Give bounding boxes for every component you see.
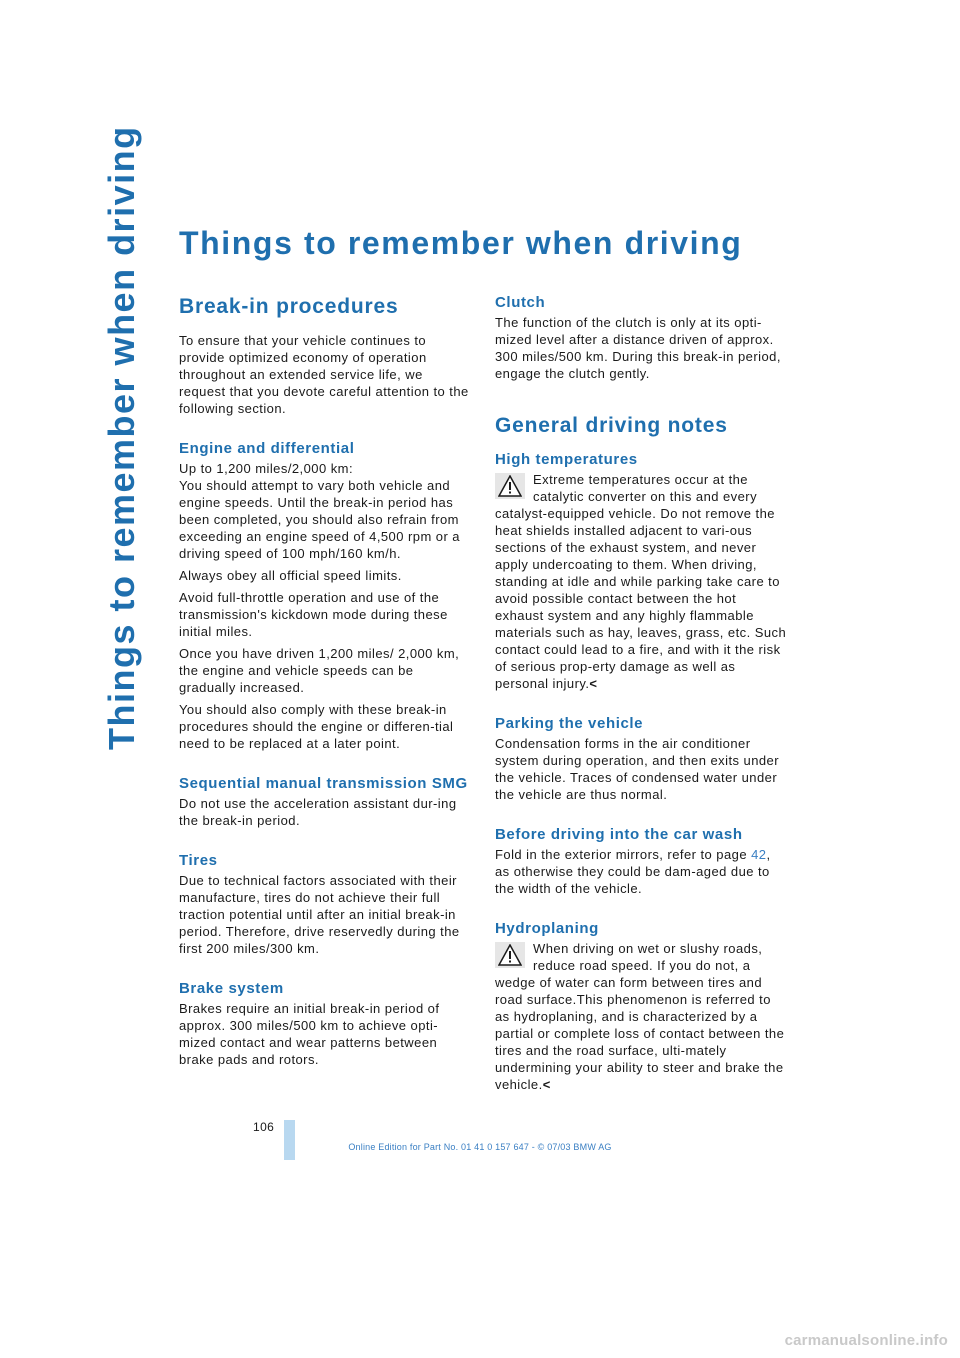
hydroplaning-heading: Hydroplaning (495, 920, 599, 937)
parking-heading: Parking the vehicle (495, 715, 644, 732)
engine-p1-line2: You should attempt to vary both vehicle and engine speeds. Until the break-in period has been completed, you should also refrain from exceeding an engine speed of 4,500 rpm or a driving speed of 100 mph/160 km/h. (179, 478, 460, 561)
page-title: Things to remember when driving (179, 225, 743, 261)
left-column (179, 294, 471, 1073)
car-wash-text-after: , as otherwise they could be dam-aged due to the width of the vehicle. (495, 847, 771, 896)
high-temperatures-heading: High temperatures (495, 451, 638, 468)
engine-p1-line1: Up to 1,200 miles/2,000 km: (179, 461, 354, 476)
page-42-link[interactable]: 42 (751, 847, 767, 862)
breakin-heading: Break-in procedures (179, 295, 399, 318)
breakin-intro: To ensure that your vehicle continues to provide optimized economy of operation throughout an extended service life, we request that you devote careful attention to the following section. (179, 333, 469, 416)
tires-paragraph: Due to technical factors associated with their manufacture, tires do not achieve their full traction potential until after an initial break-in period. Therefore, drive reservedly during the first 200 miles/300 km. (179, 873, 460, 956)
warning-triangle-icon (495, 473, 525, 499)
parking-paragraph: Condensation forms in the air conditioner system during operation, and then exits under the vehicle. Traces of condensed water under the vehicle are thus normal. (495, 736, 780, 802)
engine-paragraph-3: Avoid full-throttle operation and use of the transmission's kickdown mode during these initial miles. (179, 590, 448, 639)
clutch-heading: Clutch (495, 294, 546, 311)
smg-heading: Sequential manual transmission SMG (179, 775, 468, 792)
clutch-paragraph: The function of the clutch is only at its opti-mized level after a distance driven of approx. 300 miles/500 km. During this break-in period, engage the clutch gently. (495, 315, 781, 381)
hydroplaning-text: When driving on wet or slushy roads, reduce road speed. If you do not, a wedge of water can form between tires and road surface.This phenomenon is referred to as hydroplaning, and is characterized by a partial or complete loss of contact between the tires and the road surface, ulti-mately undermining your ability to steer and brake the vehicle. (495, 941, 785, 1092)
end-mark: < (542, 1077, 551, 1092)
right-column (495, 294, 787, 1098)
brake-paragraph: Brakes require an initial break-in period of approx. 300 miles/500 km to achieve opti-mized contact and wear patterns between brake pads and rotors. (179, 1001, 440, 1067)
engine-paragraph-4: Once you have driven 1,200 miles/ 2,000 km, the engine and vehicle speeds can be gradually increased. (179, 646, 460, 695)
engine-paragraph-5: You should also comply with these break-in procedures should the engine or differen-tial need to be replaced at a later point. (179, 702, 454, 751)
online-edition-note: Online Edition for Part No. 01 41 0 157 647 - © 07/03 BMW AG (348, 1142, 612, 1152)
car-wash-text-before: Fold in the exterior mirrors, refer to page (495, 847, 752, 862)
car-wash-paragraph (495, 846, 787, 897)
tires-heading: Tires (179, 852, 218, 869)
engine-paragraph-1 (179, 460, 471, 562)
warning-triangle-icon (495, 942, 525, 968)
site-watermark: carmanualsonline.info (784, 1332, 948, 1349)
hydroplaning-warning (495, 940, 787, 1093)
high-temperatures-warning (495, 471, 787, 692)
high-temperatures-text: Extreme temperatures occur at the catalytic converter on this and every catalyst-equipped vehicle. Do not remove the heat shields installed adjacent to vari-ous sections of the exhaust system, and never apply undercoating to them. When driving, standing at idle and while parking take care to avoid possible contact between the hot exhaust system and any highly flammable materials such as hay, leaves, grass, etc. Such contact could lead to a fire, and with it the risk of serious prop-erty damage as well as personal injury. (495, 472, 787, 691)
page-number: 106 (253, 1120, 275, 1134)
end-mark: < (589, 676, 598, 691)
page-margin-bar (284, 1120, 295, 1160)
side-section-title: Things to remember when driving (101, 125, 142, 750)
smg-paragraph: Do not use the acceleration assistant dur-ing the break-in period. (179, 796, 457, 828)
general-notes-heading: General driving notes (495, 414, 728, 437)
engine-paragraph-2: Always obey all official speed limits. (179, 568, 402, 583)
brake-heading: Brake system (179, 980, 284, 997)
car-wash-heading: Before driving into the car wash (495, 826, 743, 843)
engine-heading: Engine and differential (179, 440, 355, 457)
